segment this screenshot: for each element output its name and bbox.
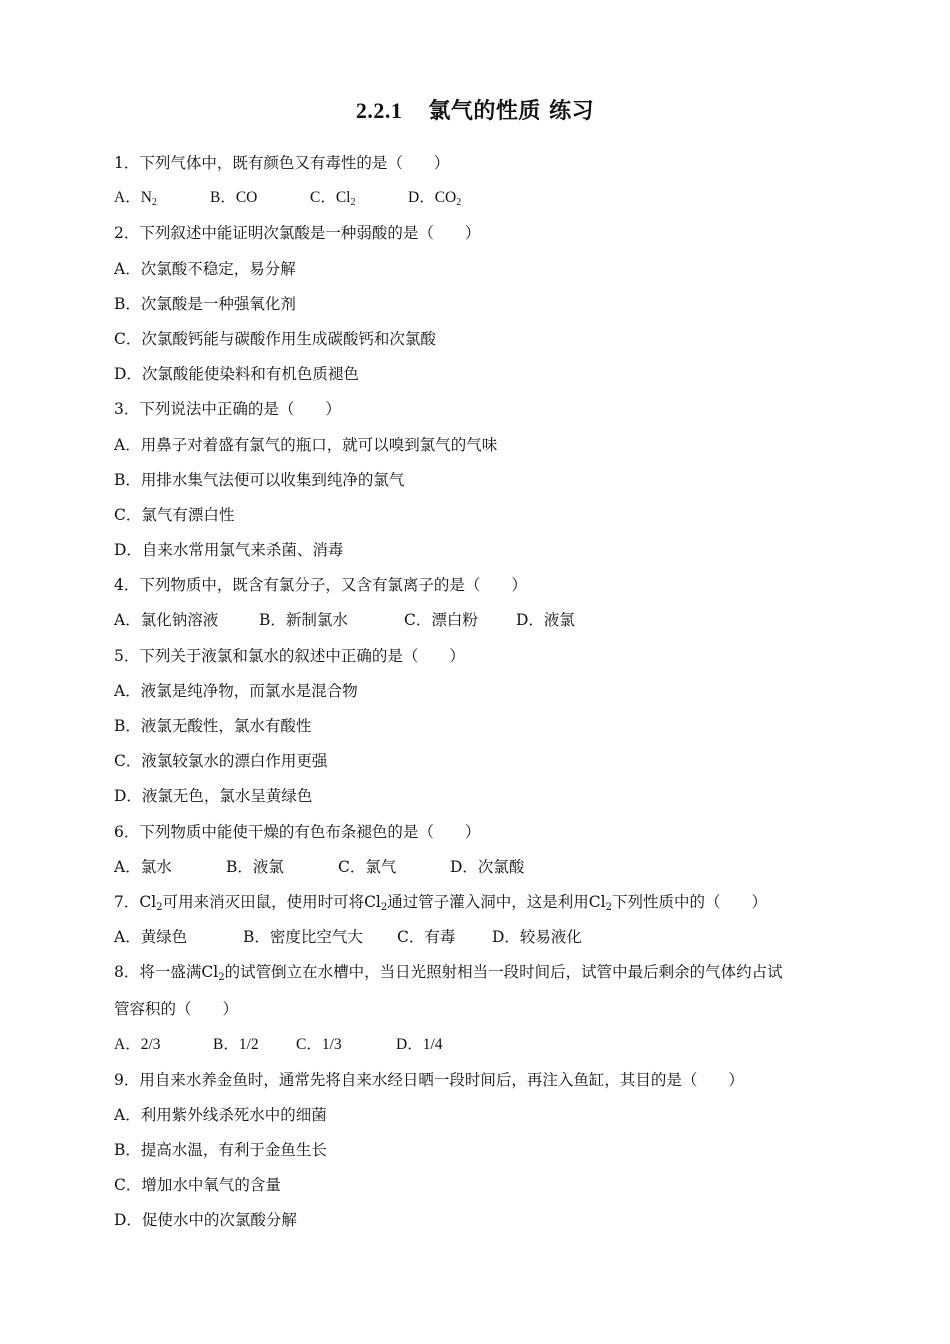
question-5-stem: 5．下列关于液氯和氯水的叙述中正确的是（ ）	[114, 646, 465, 665]
question-5-option-b: B．液氯无酸性，氯水有酸性	[114, 717, 312, 735]
option-a: A．黄绿色	[114, 928, 188, 947]
option-c: C．1/3	[296, 1035, 342, 1053]
option-c: C．有毒	[397, 928, 456, 947]
question-8-options	[114, 1030, 844, 1065]
option-d: D．$CO_2$	[408, 189, 462, 209]
option-b: B．液氯	[226, 857, 284, 876]
option-b: B．1/2	[213, 1035, 259, 1053]
title-number: 2.2.1	[355, 98, 403, 123]
option-d: D．液氯	[516, 611, 575, 630]
question-5-option-d: D．液氯无色，氯水呈黄绿色	[114, 787, 313, 806]
option-d: D．较易液化	[492, 928, 582, 947]
question-2-option-a: A．次氯酸不稳定，易分解	[114, 259, 296, 278]
option-a: A．$N_2$	[114, 189, 157, 209]
page-title	[0, 94, 950, 125]
question-8-stem: 8．将一盛满$Cl_2$的试管倒立在水槽中，当日光照射相当一段时间后，试管中最后剩余的气体约占试	[114, 963, 783, 984]
question-9-option-c: C．增加水中氧气的含量	[114, 1176, 281, 1195]
question-4-stem: 4．下列物质中，既含有氯分子，又含有氯离子的是（ ）	[114, 576, 527, 595]
question-2-option-c: C．次氯酸钙能与碳酸作用生成碳酸钙和次氯酸	[114, 329, 436, 348]
option-d: D．次氯酸	[450, 857, 525, 876]
question-9-option-a: A．利用紫外线杀死水中的细菌	[114, 1105, 327, 1124]
question-5-option-a: A．液氯是纯净物，而氯水是混合物	[114, 681, 358, 700]
option-a: A．氯化钠溶液	[114, 611, 219, 630]
question-2-stem: 2．下列叙述中能证明次氯酸是一种弱酸的是（ ）	[114, 224, 481, 243]
question-9-stem: 9．用自来水养金鱼时，通常先将自来水经日晒一段时间后，再注入鱼缸，其目的是（ ）	[114, 1070, 744, 1089]
option-c: C．$Cl_2$	[310, 189, 356, 209]
question-3-option-c: C．氯气有漂白性	[114, 505, 235, 524]
option-c: C．氯气	[338, 857, 397, 876]
question-3-option-d: D．自来水常用氯气来杀菌、消毒	[114, 541, 344, 560]
question-2-option-b: B．次氯酸是一种强氧化剂	[114, 294, 296, 313]
question-1-options	[114, 183, 844, 218]
question-1-stem: 1．下列气体中，既有颜色又有毒性的是（ ）	[114, 154, 450, 172]
option-b: B．CO	[210, 189, 258, 207]
question-2-option-d: D．次氯酸能使染料和有机色质褪色	[114, 365, 359, 384]
option-d: D．1/4	[396, 1035, 443, 1053]
question-6-options	[114, 852, 844, 887]
option-b: B．密度比空气大	[243, 928, 363, 947]
question-list	[114, 148, 844, 1241]
question-5-option-c: C．液氯较氯水的漂白作用更强	[114, 752, 328, 771]
title-text: 氯气的性质 练习	[428, 98, 595, 124]
question-3-option-a: A．用鼻子对着盛有氯气的瓶口，就可以嗅到氯气的气味	[114, 435, 498, 454]
question-8-stem-continued: 管容积的（ ）	[114, 1000, 239, 1019]
option-a: A．2/3	[114, 1035, 161, 1053]
question-3-stem: 3．下列说法中正确的是（ ）	[114, 400, 341, 419]
option-b: B．新制氯水	[259, 611, 348, 630]
option-c: C．漂白粉	[404, 611, 478, 630]
question-7-stem: 7．$Cl_2$可用来消灭田鼠，使用时可将$Cl_2$通过管子灌入洞中，这是利用$Cl_2$下列性质中的（ ）	[114, 892, 767, 913]
option-a: A．氯水	[114, 857, 172, 876]
question-9-option-d: D．促使水中的次氯酸分解	[114, 1211, 297, 1230]
question-6-stem: 6．下列物质中能使干燥的有色布条褪色的是（ ）	[114, 822, 481, 841]
question-4-options	[114, 605, 844, 640]
question-3-option-b: B．用排水集气法便可以收集到纯净的氯气	[114, 470, 405, 489]
question-7-options	[114, 922, 844, 957]
question-9-option-b: B．提高水温，有利于金鱼生长	[114, 1141, 327, 1160]
